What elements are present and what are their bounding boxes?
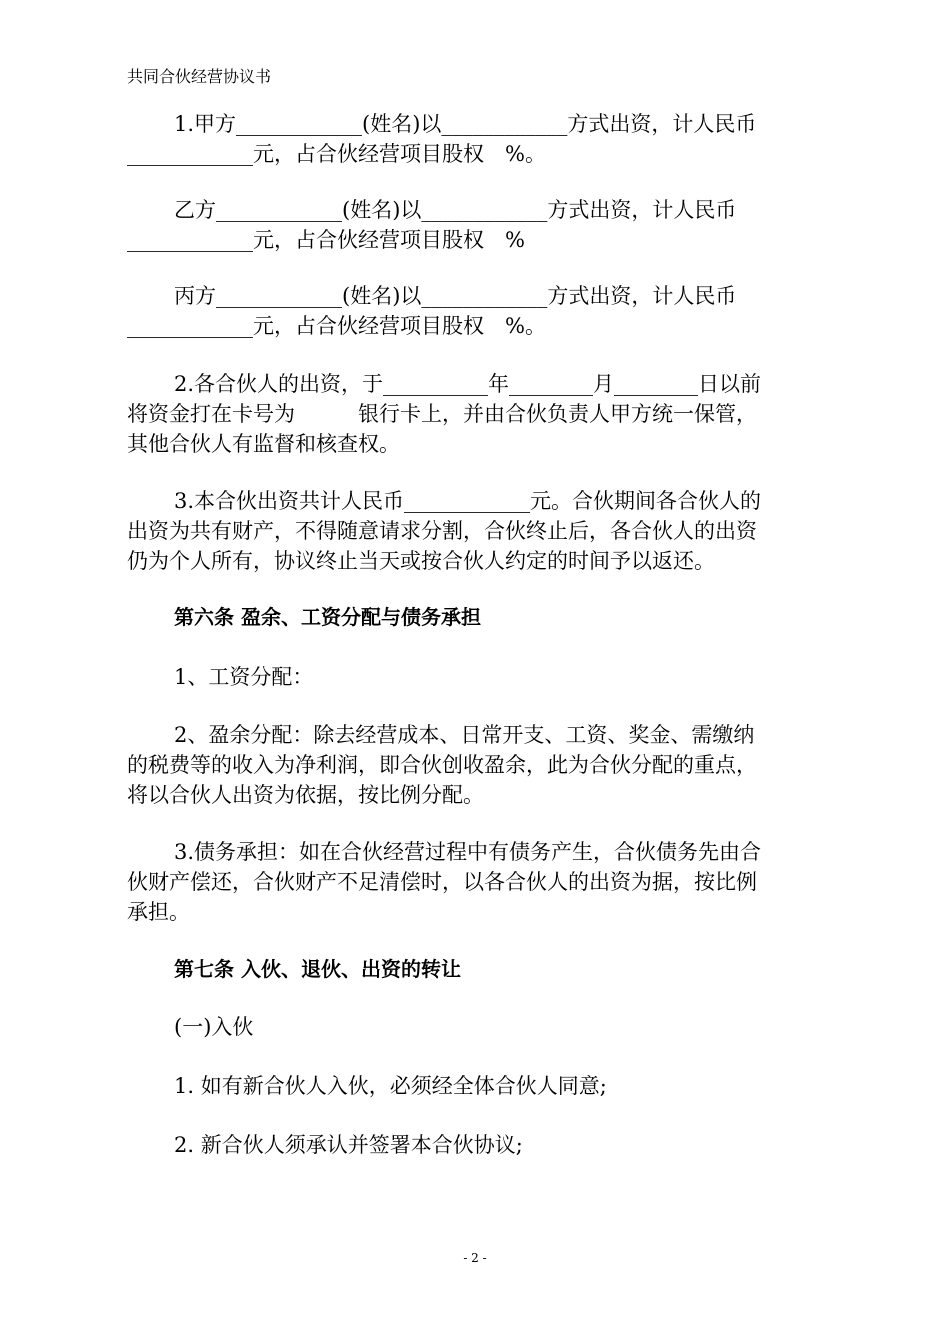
clause-line: 丙方____________(姓名)以____________方式出资，计人民币	[174, 284, 737, 308]
clause-line: 将资金打在卡号为 银行卡上，并由合伙负责人甲方统一保管，	[127, 402, 757, 426]
article-heading: 第六条 盈余、工资分配与债务承担	[174, 605, 481, 629]
clause-line: 3.债务承担：如在合伙经营过程中有债务产生，合伙债务先由合	[174, 840, 762, 864]
article-heading: 第七条 入伙、退伙、出资的转让	[174, 957, 461, 981]
clause-line: 伙财产偿还，合伙财产不足清偿时，以各合伙人的出资为据，按比例	[127, 870, 757, 894]
clause-line: 的税费等的收入为净利润，即合伙创收盈余，此为合伙分配的重点，	[127, 753, 757, 777]
clause-line: 乙方____________(姓名)以____________方式出资，计人民币	[174, 198, 737, 222]
clause-line: ____________元，占合伙经营项目股权 %。	[127, 314, 546, 338]
page-number: - 2 -	[463, 1251, 487, 1265]
clause-line: 其他合伙人有监督和核查权。	[127, 432, 400, 456]
section-label: (一)入伙	[174, 1015, 254, 1039]
list-item: 1. 如有新合伙人入伙，必须经全体合伙人同意;	[174, 1074, 607, 1098]
clause-line: 1.甲方____________(姓名)以____________方式出资，计人民币	[174, 112, 757, 136]
clause-line: ____________元，占合伙经营项目股权 %。	[127, 142, 546, 166]
running-header: 共同合伙经营协议书	[127, 67, 272, 86]
clause-line: ____________元，占合伙经营项目股权 %	[127, 228, 525, 252]
clause-line: 出资为共有财产，不得随意请求分割，合伙终止后，各合伙人的出资	[127, 519, 757, 543]
clause-line: 承担。	[127, 900, 190, 924]
list-item: 2. 新合伙人须承认并签署本合伙协议;	[174, 1133, 523, 1157]
clause-line: 2.各合伙人的出资，于__________年________月________日以前	[174, 372, 762, 396]
clause-line: 仍为个人所有，协议终止当天或按合伙人约定的时间予以返还。	[127, 549, 715, 573]
clause-line: 1、工资分配：	[174, 665, 314, 689]
clause-line: 2、盈余分配：除去经营成本、日常开支、工资、奖金、需缴纳	[174, 723, 755, 747]
clause-line: 将以合伙人出资为依据，按比例分配。	[127, 783, 484, 807]
clause-line: 3.本合伙出资共计人民币____________元。合伙期间各合伙人的	[174, 489, 762, 513]
